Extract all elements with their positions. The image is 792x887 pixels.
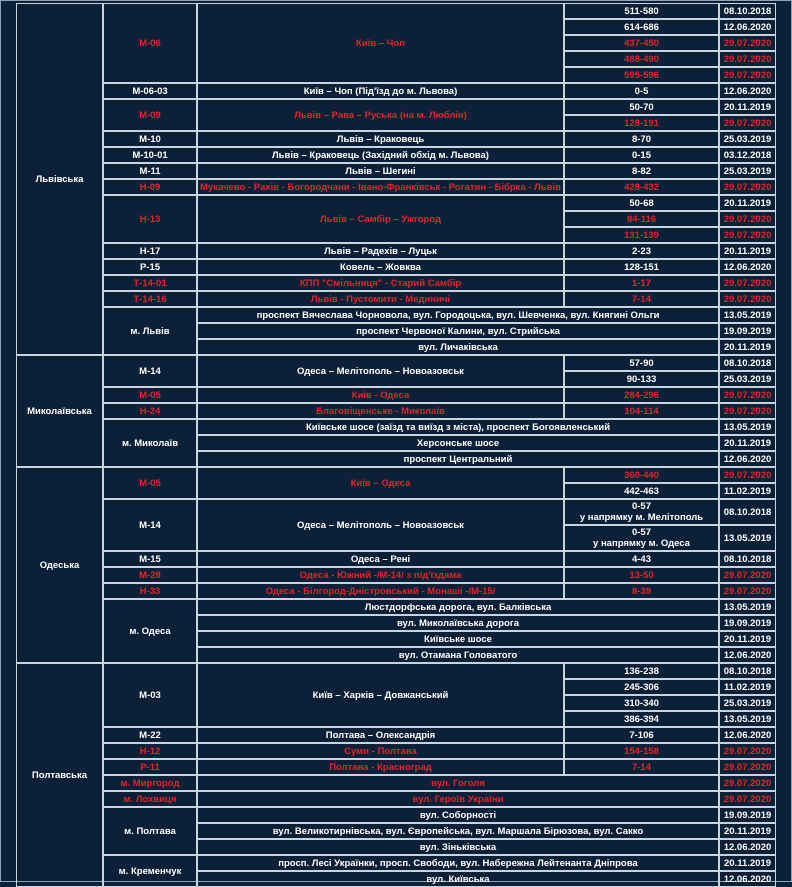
km-range: 7-14 — [564, 759, 719, 775]
date: 13.05.2019 — [719, 711, 776, 727]
city-name: м. Полтава — [103, 807, 197, 855]
road-code: М-10 — [103, 131, 197, 147]
date: 25.03.2019 — [719, 371, 776, 387]
road-code: М-09 — [103, 99, 197, 131]
date: 20.11.2019 — [719, 99, 776, 115]
road-code: М-03 — [103, 663, 197, 727]
road-code: м. Лохвиця — [103, 791, 197, 807]
table-row — [16, 291, 776, 307]
table-row — [16, 419, 776, 435]
date: 20.11.2019 — [719, 631, 776, 647]
street-name: проспект Вячеслава Чорновола, вул. Городоцька, вул. Шевченка, вул. Княгині Ольги — [197, 307, 719, 323]
road-name: Львів – Радехів – Луцьк — [197, 243, 564, 259]
road-name: Київ – Одеса — [197, 467, 564, 499]
road-name: Суми - Полтава — [197, 743, 564, 759]
road-name: Ковель – Жовква — [197, 259, 564, 275]
date: 12.06.2020 — [719, 647, 776, 663]
date: 19.09.2019 — [719, 323, 776, 339]
road-name: Львів – Самбір – Ужгород — [197, 195, 564, 243]
street-name: вул. Київська — [197, 871, 719, 887]
km-range — [564, 525, 719, 551]
road-code: Р-11 — [103, 759, 197, 775]
region-name: Полтавська — [16, 663, 103, 887]
city-name: м. Кременчук — [103, 855, 197, 887]
road-code: Н-13 — [103, 195, 197, 243]
km-range: 511-580 — [564, 3, 719, 19]
road-name: Київ – Чоп (Під'їзд до м. Львова) — [197, 83, 564, 99]
region-name: Миколаївська — [16, 355, 103, 467]
km-range: 428-432 — [564, 179, 719, 195]
date: 25.03.2019 — [719, 131, 776, 147]
road-code: Н-17 — [103, 243, 197, 259]
street-name: проспект Центральний — [197, 451, 719, 467]
km-range: 437-450 — [564, 35, 719, 51]
road-name: Полтава - Красноград — [197, 759, 564, 775]
date: 08.10.2018 — [719, 551, 776, 567]
road-name: Полтава – Олександрія — [197, 727, 564, 743]
date: 19.09.2019 — [719, 615, 776, 631]
road-name: Львів - Пустомити - Мединичі — [197, 291, 564, 307]
km-range: 154-158 — [564, 743, 719, 759]
roads-table — [16, 3, 776, 887]
km-range: 245-306 — [564, 679, 719, 695]
date: 20.11.2019 — [719, 855, 776, 871]
date: 29.07.2020 — [719, 227, 776, 243]
table-row — [16, 259, 776, 275]
date: 29.07.2020 — [719, 211, 776, 227]
road-code: Н-09 — [103, 179, 197, 195]
km-range: 0-5 — [564, 83, 719, 99]
date: 12.06.2020 — [719, 259, 776, 275]
km-range: 595-596 — [564, 67, 719, 83]
km-range: 442-463 — [564, 483, 719, 499]
road-name: Львів – Шегині — [197, 163, 564, 179]
table-row — [16, 355, 776, 371]
km-range: 8-39 — [564, 583, 719, 599]
street-name: Люстдорфська дорога, вул. Балківська — [197, 599, 719, 615]
date: 20.11.2019 — [719, 195, 776, 211]
street-name: Київське шосе — [197, 631, 719, 647]
km-range: 8-70 — [564, 131, 719, 147]
road-code: м. Миргород — [103, 775, 197, 791]
road-code: М-28 — [103, 567, 197, 583]
road-name: вул. Гоголя — [197, 775, 719, 791]
km-range: 128-151 — [564, 259, 719, 275]
road-code: М-22 — [103, 727, 197, 743]
date: 29.07.2020 — [719, 51, 776, 67]
table-row — [16, 583, 776, 599]
date: 08.10.2018 — [719, 663, 776, 679]
road-name: Одеса – Мелітополь – Новоазовськ — [197, 499, 564, 551]
date: 29.07.2020 — [719, 759, 776, 775]
city-name: м. Одеса — [103, 599, 197, 663]
date: 29.07.2020 — [719, 467, 776, 483]
km-range: 360-440 — [564, 467, 719, 483]
date: 29.07.2020 — [719, 387, 776, 403]
road-code: М-05 — [103, 467, 197, 499]
table-row — [16, 855, 776, 871]
date: 12.06.2020 — [719, 871, 776, 887]
km-range: 8-82 — [564, 163, 719, 179]
street-name: вул. Зіньківська — [197, 839, 719, 855]
date: 29.07.2020 — [719, 275, 776, 291]
table-row — [16, 791, 776, 807]
km-range: 136-238 — [564, 663, 719, 679]
date: 29.07.2020 — [719, 743, 776, 759]
km-range: 488-490 — [564, 51, 719, 67]
km-range: 50-68 — [564, 195, 719, 211]
date: 13.05.2019 — [719, 419, 776, 435]
date: 12.06.2020 — [719, 451, 776, 467]
date: 25.03.2019 — [719, 695, 776, 711]
date: 20.11.2019 — [719, 243, 776, 259]
road-code: М-10-01 — [103, 147, 197, 163]
table-row — [16, 759, 776, 775]
table-row — [16, 3, 776, 19]
table-row — [16, 499, 776, 525]
date: 08.10.2018 — [719, 355, 776, 371]
road-name: Київ – Чоп — [197, 3, 564, 83]
date: 29.07.2020 — [719, 567, 776, 583]
street-name: вул. Личаківська — [197, 339, 719, 355]
date: 03.12.2018 — [719, 147, 776, 163]
km-direction: у напрямку м. Мелітополь — [579, 512, 704, 523]
date: 11.02.2019 — [719, 679, 776, 695]
table-row — [16, 131, 776, 147]
date: 29.07.2020 — [719, 291, 776, 307]
table-row — [16, 83, 776, 99]
date: 29.07.2020 — [719, 583, 776, 599]
km-range: 4-43 — [564, 551, 719, 567]
km-range: 131-139 — [564, 227, 719, 243]
road-name: вул. Героїв України — [197, 791, 719, 807]
street-name: вул. Великотирнівська, вул. Європейська, вул. Маршала Бірюзова, вул. Сакко — [197, 823, 719, 839]
km-range: 310-340 — [564, 695, 719, 711]
km-range: 0-15 — [564, 147, 719, 163]
km-range: 13-50 — [564, 567, 719, 583]
road-name: Мукачево - Рахів - Богородчани - Івано-Франківськ - Рогатин - Бібрка - Львів — [197, 179, 564, 195]
km-range: 2-23 — [564, 243, 719, 259]
table-row — [16, 99, 776, 115]
km-range: 7-106 — [564, 727, 719, 743]
road-name: Київ - Одеса — [197, 387, 564, 403]
date: 12.06.2020 — [719, 727, 776, 743]
date: 20.11.2019 — [719, 339, 776, 355]
table-row — [16, 163, 776, 179]
km-range: 50-70 — [564, 99, 719, 115]
km-range: 614-686 — [564, 19, 719, 35]
table-row — [16, 663, 776, 679]
km-range: 1-17 — [564, 275, 719, 291]
table-row — [16, 567, 776, 583]
road-code: М-11 — [103, 163, 197, 179]
km-range: 90-133 — [564, 371, 719, 387]
road-code: М-14 — [103, 499, 197, 551]
road-code: М-06-03 — [103, 83, 197, 99]
table-row — [16, 275, 776, 291]
km-range: 128-191 — [564, 115, 719, 131]
road-code: М-14 — [103, 355, 197, 387]
road-code: Н-33 — [103, 583, 197, 599]
city-name: м. Львів — [103, 307, 197, 355]
street-name: Київське шосе (заїзд та виїзд з міста), проспект Богоявленський — [197, 419, 719, 435]
date: 25.03.2019 — [719, 163, 776, 179]
region-name: Одеська — [16, 467, 103, 663]
date: 29.07.2020 — [719, 179, 776, 195]
road-name: Благовіщенське - Миколаїв — [197, 403, 564, 419]
street-name: просп. Лесі Українки, просп. Свободи, вул. Набережна Лейтенанта Дніпрова — [197, 855, 719, 871]
table-row — [16, 243, 776, 259]
table-row — [16, 743, 776, 759]
table-row — [16, 551, 776, 567]
region-name: Львівська — [16, 3, 103, 355]
road-code: Н-12 — [103, 743, 197, 759]
date: 19.09.2019 — [719, 807, 776, 823]
table-row — [16, 195, 776, 211]
date: 20.11.2019 — [719, 435, 776, 451]
km-range — [564, 499, 719, 525]
road-code: М-05 — [103, 387, 197, 403]
road-code: Р-15 — [103, 259, 197, 275]
table-row — [16, 467, 776, 483]
table-row — [16, 307, 776, 323]
km-range: 386-394 — [564, 711, 719, 727]
table-row — [16, 179, 776, 195]
street-name: Херсонське шосе — [197, 435, 719, 451]
date: 12.06.2020 — [719, 839, 776, 855]
road-code: Т-14-16 — [103, 291, 197, 307]
road-name: Одеса – Мелітополь – Новоазовськ — [197, 355, 564, 387]
street-name: проспект Червоної Калини, вул. Стрийська — [197, 323, 719, 339]
table-row — [16, 599, 776, 615]
date: 29.07.2020 — [719, 115, 776, 131]
street-name: вул. Миколаївська дорога — [197, 615, 719, 631]
table-row — [16, 147, 776, 163]
table-row — [16, 775, 776, 791]
road-name: Одеса – Рені — [197, 551, 564, 567]
table-row — [16, 727, 776, 743]
date: 29.07.2020 — [719, 35, 776, 51]
km-value: 0-57 — [631, 527, 651, 538]
road-name: Львів – Краковець (Західний обхід м. Львова) — [197, 147, 564, 163]
date: 12.06.2020 — [719, 83, 776, 99]
km-direction: у напрямку м. Одеса — [593, 538, 690, 549]
road-code: М-15 — [103, 551, 197, 567]
road-code: Н-24 — [103, 403, 197, 419]
road-name: КПП "Смільниця" - Старий Самбір — [197, 275, 564, 291]
road-name: Одеса - Білгород-Дністровський - Монаші -/М-15/ — [197, 583, 564, 599]
date: 29.07.2020 — [719, 403, 776, 419]
date: 13.05.2019 — [719, 599, 776, 615]
date: 20.11.2019 — [719, 823, 776, 839]
road-code: Т-14-01 — [103, 275, 197, 291]
km-range: 7-14 — [564, 291, 719, 307]
date: 08.10.2018 — [719, 3, 776, 19]
road-name: Львів – Рава – Руська (на м. Люблін) — [197, 99, 564, 131]
km-range: 104-114 — [564, 403, 719, 419]
km-value: 0-57 — [631, 501, 651, 512]
date: 11.02.2019 — [719, 483, 776, 499]
road-code: М-06 — [103, 3, 197, 83]
street-name: вул. Отамана Головатого — [197, 647, 719, 663]
date: 29.07.2020 — [719, 67, 776, 83]
date: 29.07.2020 — [719, 775, 776, 791]
road-name: Одеса - Южний -/М-14/ з під'їздама — [197, 567, 564, 583]
km-range: 284-296 — [564, 387, 719, 403]
city-name: м. Миколаїв — [103, 419, 197, 467]
table-row — [16, 807, 776, 823]
road-name: Київ – Харків – Довжанський — [197, 663, 564, 727]
date: 13.05.2019 — [719, 525, 776, 551]
table-row — [16, 403, 776, 419]
date: 29.07.2020 — [719, 791, 776, 807]
date: 08.10.2018 — [719, 499, 776, 525]
km-range: 84-116 — [564, 211, 719, 227]
street-name: вул. Соборності — [197, 807, 719, 823]
date: 12.06.2020 — [719, 19, 776, 35]
table-row — [16, 387, 776, 403]
date: 13.05.2019 — [719, 307, 776, 323]
km-range: 57-90 — [564, 355, 719, 371]
road-name: Львів – Краковець — [197, 131, 564, 147]
